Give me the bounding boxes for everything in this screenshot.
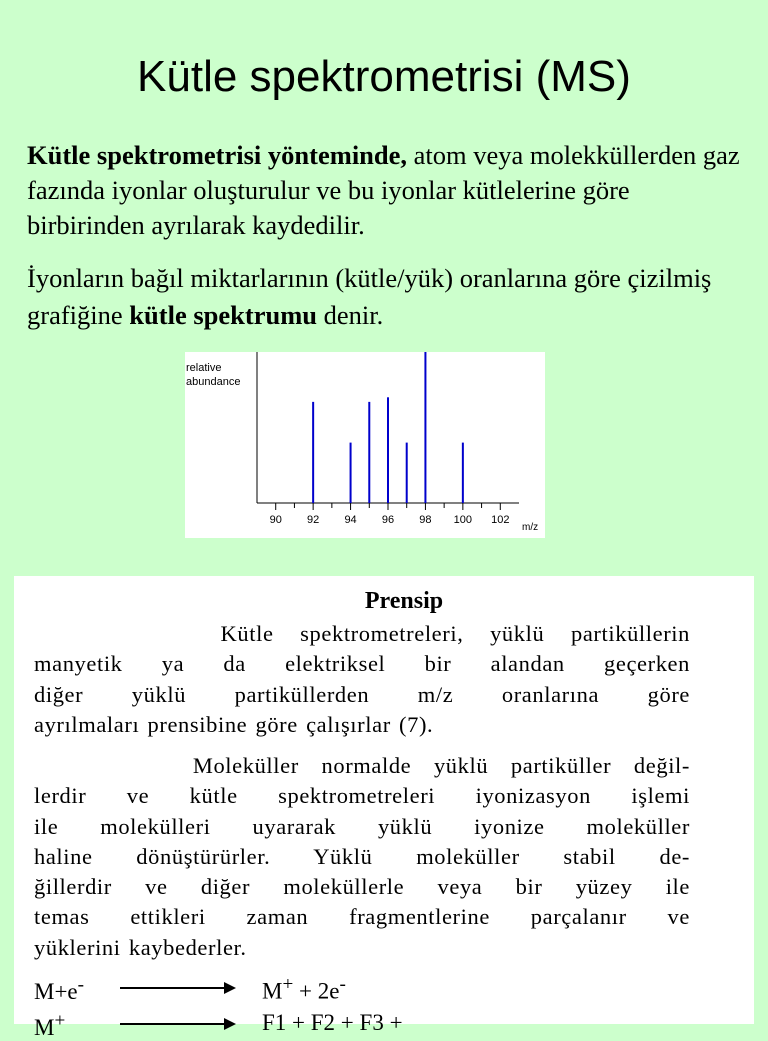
eq1-right: M+ + 2e- bbox=[262, 974, 346, 1004]
x-tick-label: 94 bbox=[344, 514, 357, 526]
eq2-right: F1 + F2 + F3 + bbox=[262, 1010, 403, 1035]
scan-line: ğillerdir ve diğer moleküllerle veya bir yüzey ile bbox=[34, 874, 690, 900]
scan-line: temas ettikleri zaman fragmentlerine parçalanır ve bbox=[34, 904, 690, 930]
scanned-text-image bbox=[14, 576, 754, 1040]
intro-paragraph bbox=[27, 138, 752, 243]
x-tick-label: 102 bbox=[491, 514, 510, 526]
scan-line: Kütle spektrometreleri, yüklü partiküllerin bbox=[34, 621, 690, 646]
definition-text-before: İyonların bağıl miktarlarının (kütle/yük) oranlarına göre çizilmiş grafiğine bbox=[27, 263, 712, 330]
scan-paragraph-2 bbox=[34, 751, 690, 963]
scan-line: lerdir ve kütle spektrometreleri iyonizasyon işlemi bbox=[34, 783, 690, 809]
scan-line: Moleküller normalde yüklü partiküller değil- bbox=[34, 753, 690, 778]
x-tick-label: 100 bbox=[453, 514, 473, 526]
x-axis-label: m/z bbox=[522, 522, 539, 533]
x-tick-label: 98 bbox=[419, 514, 432, 526]
scan-line: manyetik ya da elektriksel bir alandan geçerken bbox=[34, 651, 690, 677]
y-axis-label: abundance bbox=[186, 376, 241, 388]
x-tick-label: 92 bbox=[307, 514, 320, 526]
spectrum-definition bbox=[27, 260, 752, 334]
reaction-arrow-icon bbox=[120, 1023, 232, 1025]
equation-fragmentation bbox=[34, 1010, 403, 1041]
reaction-arrow-icon bbox=[120, 987, 232, 989]
slide-title: Kütle spektrometrisi (MS) bbox=[137, 52, 631, 101]
scan-heading: Prensip bbox=[364, 588, 444, 614]
mass-spectrum-chart bbox=[185, 352, 545, 538]
y-axis-label: relative bbox=[186, 362, 222, 374]
scan-line: haline dönüştürürler. Yüklü moleküller stabil de- bbox=[34, 843, 690, 869]
eq2-left: M+ bbox=[34, 1010, 66, 1040]
scan-line: ile molekülleri uyararak yüklü iyonize moleküller bbox=[34, 813, 690, 839]
x-tick-label: 96 bbox=[381, 514, 395, 526]
equation-ionization bbox=[34, 974, 346, 1005]
eq1-left: M+e- bbox=[34, 974, 85, 1004]
definition-text-after: denir. bbox=[317, 300, 384, 330]
scan-line: ayrılmaları prensibine göre çalışırlar (7). bbox=[34, 711, 434, 737]
mass-spectrum-svg bbox=[185, 352, 545, 538]
scan-line: diğer yüklü partiküllerden m/z oranlarına göre bbox=[34, 681, 690, 707]
x-tick-label: 90 bbox=[269, 514, 282, 526]
intro-bold: Kütle spektrometrisi yönteminde, bbox=[27, 140, 408, 170]
intro-text: atom veya molekküllerden gaz fazında iyonlar oluşturulur ve bu iyonlar kütlelerine göre birbirinden ayrılarak kaydedilir. bbox=[27, 140, 740, 240]
scan-paragraph-1 bbox=[34, 619, 690, 740]
scan-line: yüklerini kaybederler. bbox=[34, 934, 247, 960]
definition-bold: kütle spektrumu bbox=[129, 300, 318, 330]
